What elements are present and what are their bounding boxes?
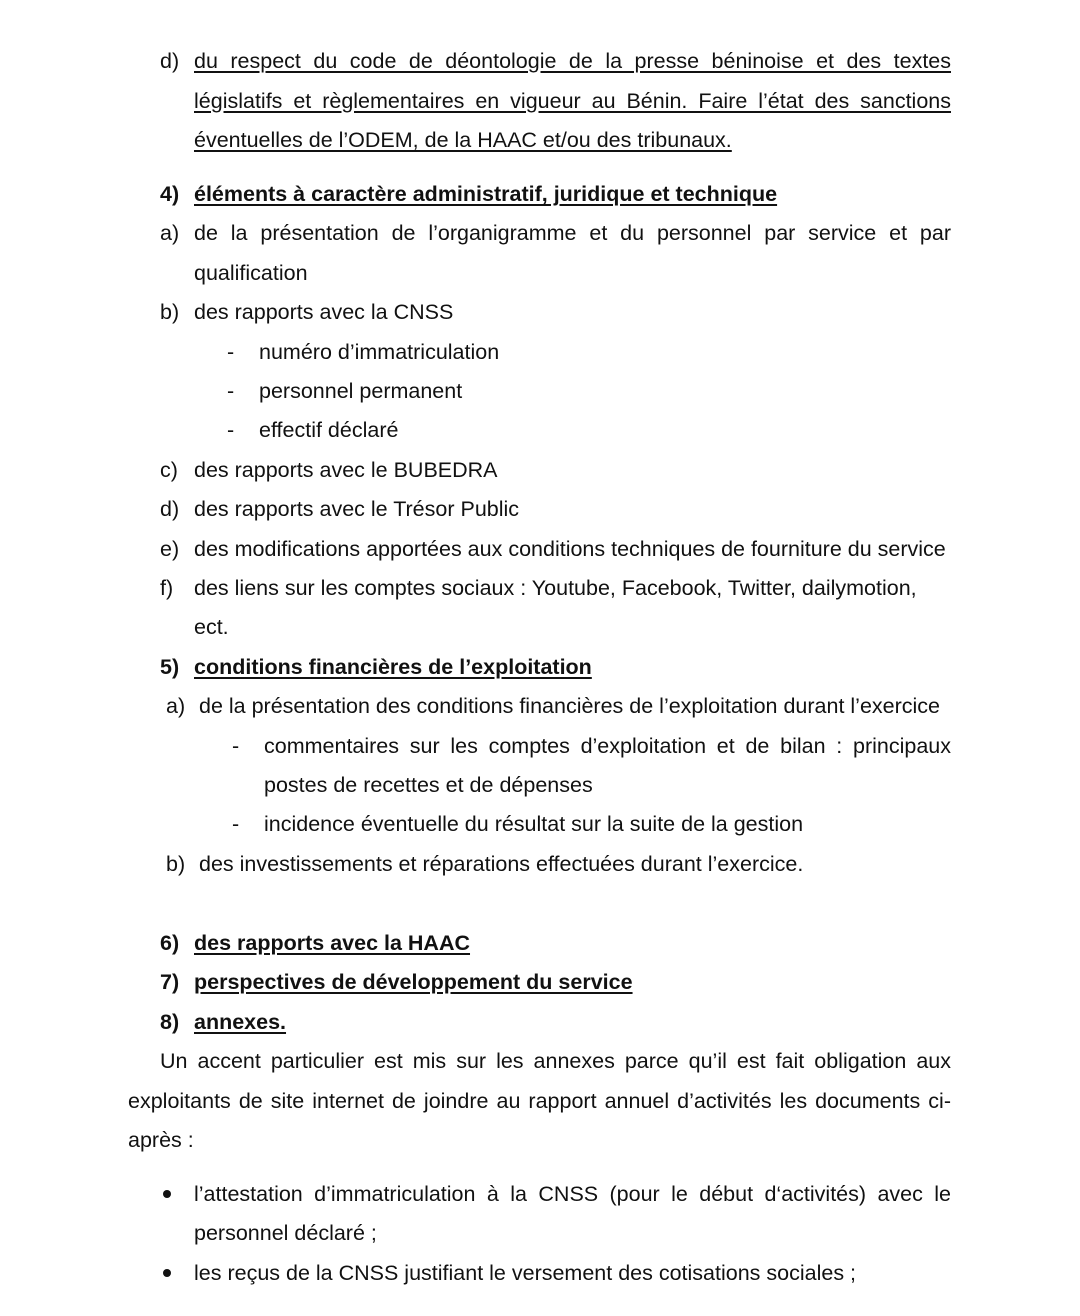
paragraph-line: exploitants de site internet de joindre au rapport annuel d’activités les documents ci-	[128, 1089, 951, 1113]
item-text-line: qualification	[194, 261, 308, 285]
item-marker: d)	[160, 49, 180, 73]
item-text: des modifications apportées aux conditions techniques de fourniture du service	[194, 537, 946, 561]
item-marker: f)	[160, 576, 174, 600]
subitem-text-line: postes de recettes et de dépenses	[264, 773, 593, 797]
bullet-text-line: les reçus de la CNSS justifiant le versement des cotisations sociales ;	[194, 1261, 857, 1285]
item-text: des rapports avec le BUBEDRA	[194, 458, 498, 482]
subitem-text: personnel permanent	[259, 379, 463, 403]
item-marker: b)	[160, 300, 180, 324]
item-marker: a)	[166, 694, 186, 718]
subitem-text: effectif déclaré	[259, 418, 399, 442]
paragraph-line: Un accent particulier est mis sur les annexes parce qu’il est fait obligation aux	[160, 1049, 951, 1073]
item-text: des rapports avec la CNSS	[194, 300, 454, 324]
section-heading: conditions financières de l’exploitation	[194, 655, 592, 679]
item-text: de la présentation des conditions financières de l’exploitation durant l’exercice	[199, 694, 941, 718]
item-marker: c)	[160, 458, 178, 482]
section-heading: éléments à caractère administratif, juridique et technique	[194, 182, 778, 206]
section-heading: annexes.	[194, 1010, 287, 1034]
subitem-text: numéro d’immatriculation	[259, 340, 500, 364]
section-number: 6)	[160, 931, 180, 955]
bullet-text-line: personnel déclaré ;	[194, 1221, 377, 1245]
section-heading: des rapports avec la HAAC	[194, 931, 471, 955]
subitem-text-line: commentaires sur les comptes d’exploitation et de bilan : principaux	[264, 734, 951, 758]
paragraph-line: après :	[128, 1128, 194, 1152]
section-number: 5)	[160, 655, 180, 679]
item-text-line: de la présentation de l’organigramme et du personnel par service et par	[194, 221, 951, 245]
item-marker: e)	[160, 537, 180, 561]
subitem-text: incidence éventuelle du résultat sur la suite de la gestion	[264, 812, 804, 836]
dash-marker: -	[232, 734, 240, 758]
section-number: 8)	[160, 1010, 180, 1034]
bullet-icon	[163, 1190, 171, 1198]
item-text-line: des liens sur les comptes sociaux : Youtube, Facebook, Twitter, dailymotion,	[194, 576, 917, 600]
dash-marker: -	[227, 379, 235, 403]
dash-marker: -	[227, 340, 235, 364]
dash-marker: -	[232, 812, 240, 836]
item-text-line: du respect du code de déontologie de la presse béninoise et des textes	[194, 49, 951, 73]
dash-marker: -	[227, 418, 235, 442]
item-marker: b)	[166, 852, 186, 876]
item-text: des investissements et réparations effectuées durant l’exercice.	[199, 852, 804, 876]
bullet-text-line: l’attestation d’immatriculation à la CNSS (pour le début d‘activités) avec le	[194, 1182, 951, 1206]
item-marker: d)	[160, 497, 180, 521]
item-text: des rapports avec le Trésor Public	[194, 497, 520, 521]
item-text-line: éventuelles de l’ODEM, de la HAAC et/ou des tribunaux.	[194, 128, 732, 152]
section-heading: perspectives de développement du service	[194, 970, 633, 994]
item-marker: a)	[160, 221, 180, 245]
item-text-line: législatifs et règlementaires en vigueur au Bénin. Faire l’état des sanctions	[194, 89, 951, 113]
item-text-line: ect.	[194, 615, 229, 639]
section-number: 4)	[160, 182, 180, 206]
section-number: 7)	[160, 970, 180, 994]
bullet-icon	[163, 1269, 171, 1277]
